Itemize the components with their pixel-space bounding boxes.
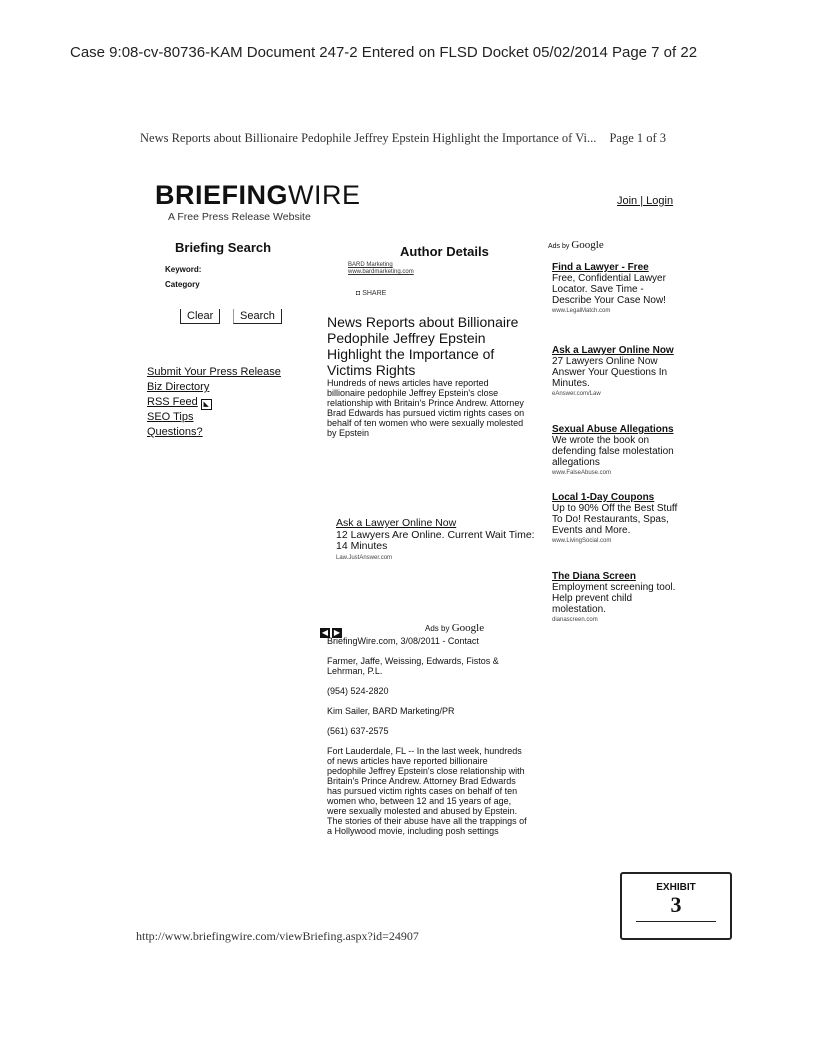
share-row[interactable] xyxy=(356,290,386,297)
exhibit-line xyxy=(636,921,716,922)
google-label: Google xyxy=(571,239,604,251)
ads-by-google-right[interactable] xyxy=(548,239,604,251)
print-title: News Reports about Billionaire Pedophile Jeffrey Epstein Highlight the Importance of Vi... xyxy=(140,131,597,145)
right-ad-text: Employment screening tool. Help prevent child molestation. xyxy=(552,582,676,615)
google-label: Google xyxy=(451,622,485,634)
contact-phone-2: (561) 637-2575 xyxy=(327,726,389,736)
exhibit-sticker xyxy=(620,872,732,940)
right-ad-text: We wrote the book on defending false molestation allegations xyxy=(552,435,674,468)
site-tagline: A Free Press Release Website xyxy=(168,211,311,223)
ads-by-google-mid[interactable] xyxy=(425,622,484,634)
rss-feed-label: RSS Feed xyxy=(147,396,198,408)
right-ad[interactable] xyxy=(552,345,682,400)
share-icon: ◘ xyxy=(356,290,361,297)
share-label: SHARE xyxy=(362,290,387,297)
next-arrow-icon[interactable]: ▶ xyxy=(333,628,341,637)
rss-feed-link[interactable] xyxy=(147,395,281,410)
exhibit-number: 3 xyxy=(670,892,682,917)
right-ad[interactable] xyxy=(552,262,682,317)
article-title: News Reports about Billionaire Pedophile Jeffrey Epstein Highlight the Importance of Victims Rights xyxy=(327,314,519,378)
right-ad-title[interactable]: Find a Lawyer - Free xyxy=(552,262,649,273)
right-ad-title[interactable]: Ask a Lawyer Online Now xyxy=(552,345,674,356)
right-ad-url: www.LegalMatch.com xyxy=(552,308,611,314)
inline-ad-text: 12 Lawyers Are Online. Current Wait Time: 14 Minutes xyxy=(336,528,535,552)
right-ad[interactable] xyxy=(552,492,682,547)
category-label: Category xyxy=(165,280,200,289)
inline-ad-title[interactable]: Ask a Lawyer Online Now xyxy=(336,517,457,529)
join-login-link[interactable]: Join | Login xyxy=(617,195,674,207)
site-logo[interactable] xyxy=(155,180,361,211)
footer-url: http://www.briefingwire.com/viewBriefing.aspx?id=24907 xyxy=(136,929,419,943)
biz-directory-link[interactable]: Biz Directory xyxy=(147,381,210,393)
logo-light: WIRE xyxy=(288,180,361,210)
side-links xyxy=(147,365,281,440)
print-page-number: Page 1 of 3 xyxy=(609,131,667,145)
contact-person-2: Kim Sailer, BARD Marketing/PR xyxy=(327,706,455,716)
right-ad-title[interactable]: Sexual Abuse Allegations xyxy=(552,424,674,435)
submit-press-release-link[interactable]: Submit Your Press Release xyxy=(147,366,281,378)
right-ad-text: 27 Lawyers Online Now Answer Your Questions In Minutes. xyxy=(552,356,668,389)
right-ad-text: Up to 90% Off the Best Stuff To Do! Restaurants, Spas, Events and More. xyxy=(552,503,678,536)
ads-by-label: Ads by xyxy=(425,624,450,633)
exhibit-label: EXHIBIT xyxy=(656,882,696,893)
right-ad-url: www.FalseAbuse.com xyxy=(552,470,612,476)
right-ad-column xyxy=(552,262,682,639)
right-ad-title[interactable]: The Diana Screen xyxy=(552,571,636,582)
article-body xyxy=(327,636,527,846)
contact-firm: Farmer, Jaffe, Weissing, Edwards, Fistos & Lehrman, P.L. xyxy=(327,656,499,676)
keyword-label: Keyword: xyxy=(165,265,202,274)
inline-ad-url: Law.JustAnswer.com xyxy=(336,554,393,561)
print-header xyxy=(140,131,666,146)
inline-ad[interactable] xyxy=(336,518,536,564)
clear-button[interactable]: Clear xyxy=(180,309,220,324)
body-paragraph: Fort Lauderdale, FL -- In the last week, hundreds of news articles have reported billionaire pedophile Jeffrey Epstein's close relationship with Britain's Prince Andrew. Attorney Brad Edwards has pursued victim rights cases on behalf of ten women who, between 12 and 15 years of age, were sexually molested and abused by Epstein. The stories of their abuse have all the trappings of a Hollywood movie, including posh settings xyxy=(327,746,527,836)
contact-phone-1: (954) 524-2820 xyxy=(327,686,389,696)
author-url-link[interactable]: www.bardmarketing.com xyxy=(348,269,414,275)
ads-by-label: Ads by xyxy=(548,243,570,250)
author-details-heading: Author Details xyxy=(400,244,489,259)
logo-bold: BRIEFING xyxy=(155,180,289,210)
briefing-search-heading: Briefing Search xyxy=(175,240,272,255)
article-summary: Hundreds of news articles have reported billionaire pedophile Jeffrey Epstein's close relationship with Britain's Prince Andrew. Attorney Brad Edwards has pursued victim rights cases on behalf of ten women who were sexually molested by Epstein xyxy=(327,378,525,438)
author-links xyxy=(348,262,414,276)
right-ad[interactable] xyxy=(552,571,682,626)
case-header: Case 9:08-cv-80736-KAM Document 247-2 Entered on FLSD Docket 05/02/2014 Page 7 of 22 xyxy=(70,44,698,61)
seo-tips-link[interactable]: SEO Tips xyxy=(147,411,194,423)
right-ad-text: Free, Confidential Lawyer Locator. Save Time - Describe Your Case Now! xyxy=(552,273,666,306)
right-ad-url: dianascreen.com xyxy=(552,617,598,623)
right-ad-title[interactable]: Local 1-Day Coupons xyxy=(552,492,655,503)
author-name-link[interactable]: BARD Marketing xyxy=(348,262,393,268)
dateline: BriefingWire.com, 3/08/2011 - Contact xyxy=(327,636,479,646)
right-ad-url: eAnswer.com/Law xyxy=(552,391,601,397)
right-ad-url: www.LivingSocial.com xyxy=(552,538,612,544)
prev-arrow-icon[interactable]: ◀ xyxy=(321,628,329,637)
rss-icon: ◣ xyxy=(201,399,212,410)
right-ad[interactable] xyxy=(552,424,682,479)
questions-link[interactable]: Questions? xyxy=(147,426,203,438)
search-button[interactable]: Search xyxy=(233,309,282,324)
